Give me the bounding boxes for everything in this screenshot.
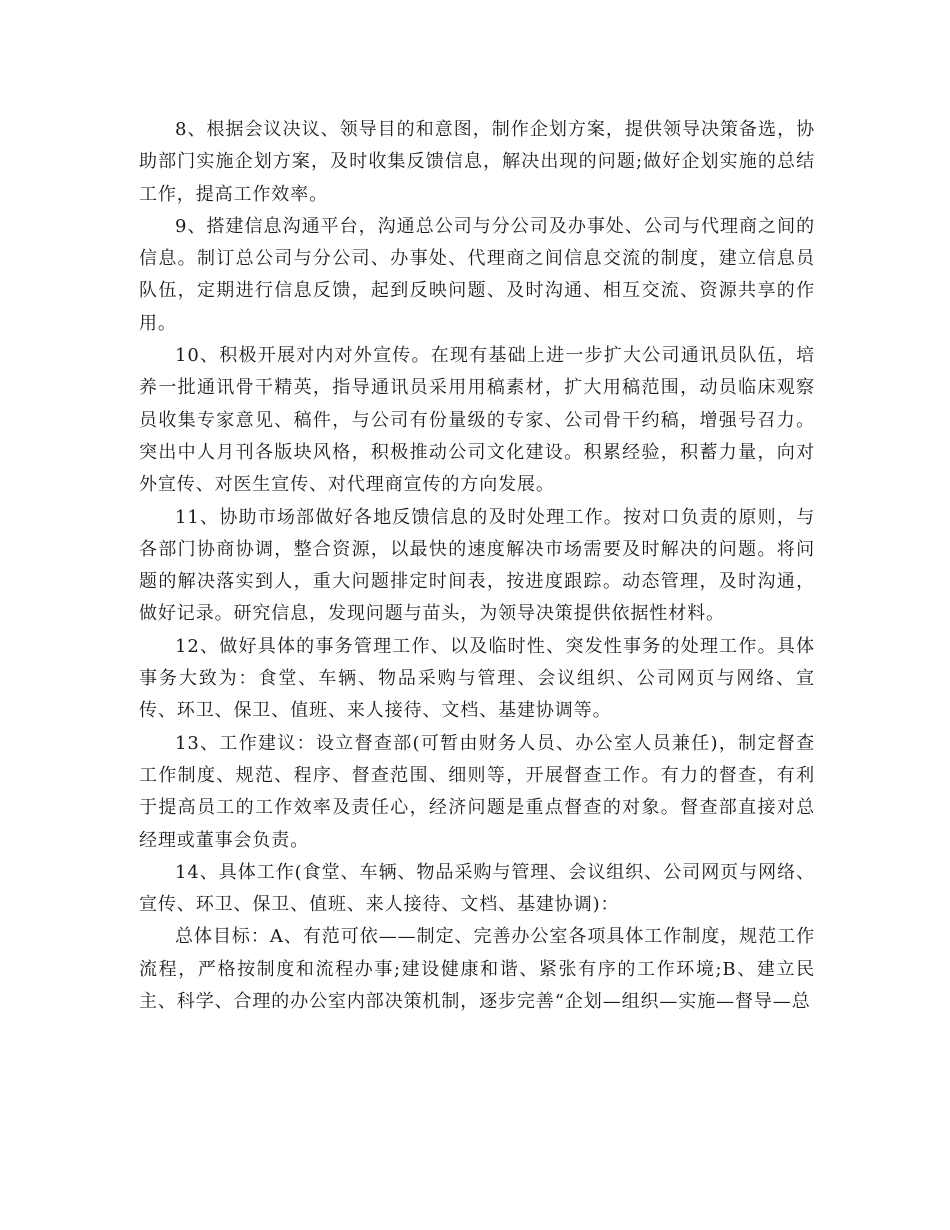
- paragraph-item-10: 10、积极开展对内对外宣传。在现有基础上进一步扩大公司通讯员队伍，培养一批通讯骨干精英，指导通讯员采用用稿素材，扩大用稿范围，动员临床观察员收集专家意见、稿件，与公司有份量级的专家、公司骨干约稿，增强号召力。突出中人月刊各版块风格，积极推动公司文化建设。积累经验，积蓄力量，向对外宣传、对医生宣传、对代理商宣传的方向发展。: [139, 345, 815, 496]
- paragraph-item-12: 12、做好具体的事务管理工作、以及临时性、突发性事务的处理工作。具体事务大致为：食堂、车辆、物品采购与管理、会议组织、公司网页与网络、宣传、环卫、保卫、值班、来人接待、文档、基建协调等。: [139, 635, 815, 722]
- document-body: [139, 114, 815, 1018]
- paragraph-item-14: 14、具体工作(食堂、车辆、物品采购与管理、会议组织、公司网页与网络、宣传、环卫、保卫、值班、来人接待、文档、基建协调)：: [139, 861, 815, 916]
- paragraph-item-11: 11、协助市场部做好各地反馈信息的及时处理工作。按对口负责的原则，与各部门协商协调，整合资源，以最快的速度解决市场需要及时解决的问题。将问题的解决落实到人，重大问题排定时间表，按进度跟踪。动态管理，及时沟通，做好记录。研究信息，发现问题与苗头，为领导决策提供依据性材料。: [139, 506, 815, 625]
- paragraph-item-9: 9、搭建信息沟通平台，沟通总公司与分公司及办事处、公司与代理商之间的信息。制订总公司与分公司、办事处、代理商之间信息交流的制度，建立信息员队伍，定期进行信息反馈，起到反映问题、及时沟通、相互交流、资源共享的作用。: [139, 215, 815, 334]
- paragraph-item-13: 13、工作建议：设立督查部(可暂由财务人员、办公室人员兼任)，制定督查工作制度、规范、程序、督查范围、细则等，开展督查工作。有力的督查，有利于提高员工的工作效率及责任心，经济问题是重点督查的对象。督查部直接对总经理或董事会负责。: [139, 732, 815, 851]
- paragraph-item-8: 8、根据会议决议、领导目的和意图，制作企划方案，提供领导决策备选，协助部门实施企划方案，及时收集反馈信息，解决出现的问题;做好企划实施的总结工作，提高工作效率。: [139, 119, 815, 205]
- paragraph-overall-goal: 总体目标：A、有范可依——制定、完善办公室各项具体工作制度，规范工作流程，严格按制度和流程办事;建设健康和谐、紧张有序的工作环境;B、建立民主、科学、合理的办公室内部决策机制，逐步完善“企划—组织—实施—督导—总: [139, 926, 815, 1013]
